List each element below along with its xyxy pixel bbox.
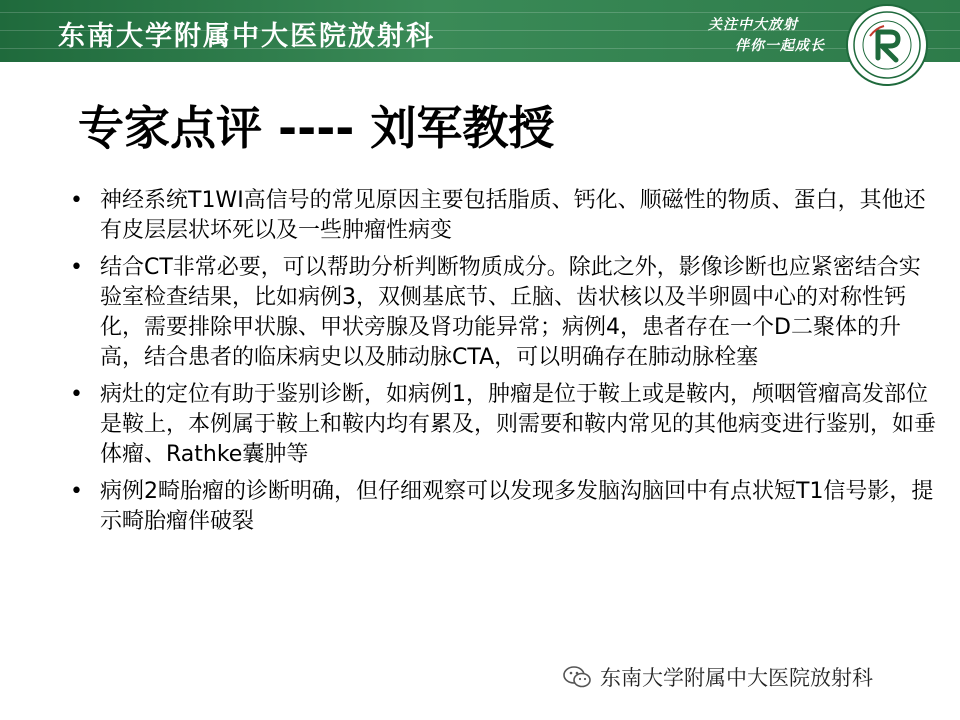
bullet-marker: • xyxy=(70,255,83,280)
bullet-item xyxy=(70,380,940,470)
slide-title: 专家点评 ---- 刘军教授 xyxy=(78,101,555,155)
bullet-text: 病例2畸胎瘤的诊断明确，但仔细观察可以发现多发脑沟脑回中有点状短T1信号影，提示畸胎瘤伴破裂 xyxy=(100,479,934,534)
bullet-item xyxy=(70,477,940,537)
slogan-line-1: 关注中大放射 xyxy=(708,17,798,33)
watermark xyxy=(562,660,873,694)
bullet-text: 神经系统T1WI高信号的常见原因主要包括脂质、钙化、顺磁性的物质、蛋白，其他还有皮层层状坏死以及一些肿瘤性病变 xyxy=(100,188,926,243)
bullet-item xyxy=(70,186,940,246)
banner-decor-line xyxy=(0,12,960,13)
watermark-text: 东南大学附属中大医院放射科 xyxy=(600,666,873,690)
bullet-text: 结合CT非常必要，可以帮助分析判断物质成分。除此之外，影像诊断也应紧密结合实验室检查结果，比如病例3，双侧基底节、丘脑、齿状核以及半卵圆中心的对称性钙化，需要排除甲状腺、甲状旁腺及肾功能异常；病例4，患者存在一个D二聚体的升高，结合患者的临床病史以及肺动脉CTA，可以明确存在肺动脉栓塞 xyxy=(100,255,921,370)
bullet-list xyxy=(70,186,940,544)
department-title: 东南大学附属中大医院放射科 xyxy=(58,21,435,52)
header-banner xyxy=(0,0,960,62)
wechat-icon xyxy=(562,664,592,690)
logo-emblem-icon xyxy=(848,6,926,84)
bullet-marker: • xyxy=(70,188,83,213)
bullet-text: 病灶的定位有助于鉴别诊断，如病例1，肿瘤是位于鞍上或是鞍内，颅咽管瘤高发部位是鞍上，本例属于鞍上和鞍内均有累及，则需要和鞍内常见的其他病变进行鉴别，如垂体瘤、Rathke囊肿等 xyxy=(100,382,937,467)
bullet-item xyxy=(70,253,940,373)
department-logo xyxy=(846,4,928,86)
bullet-marker: • xyxy=(70,382,83,407)
slogan-line-2: 伴你一起成长 xyxy=(735,38,825,54)
bullet-marker: • xyxy=(70,479,83,504)
